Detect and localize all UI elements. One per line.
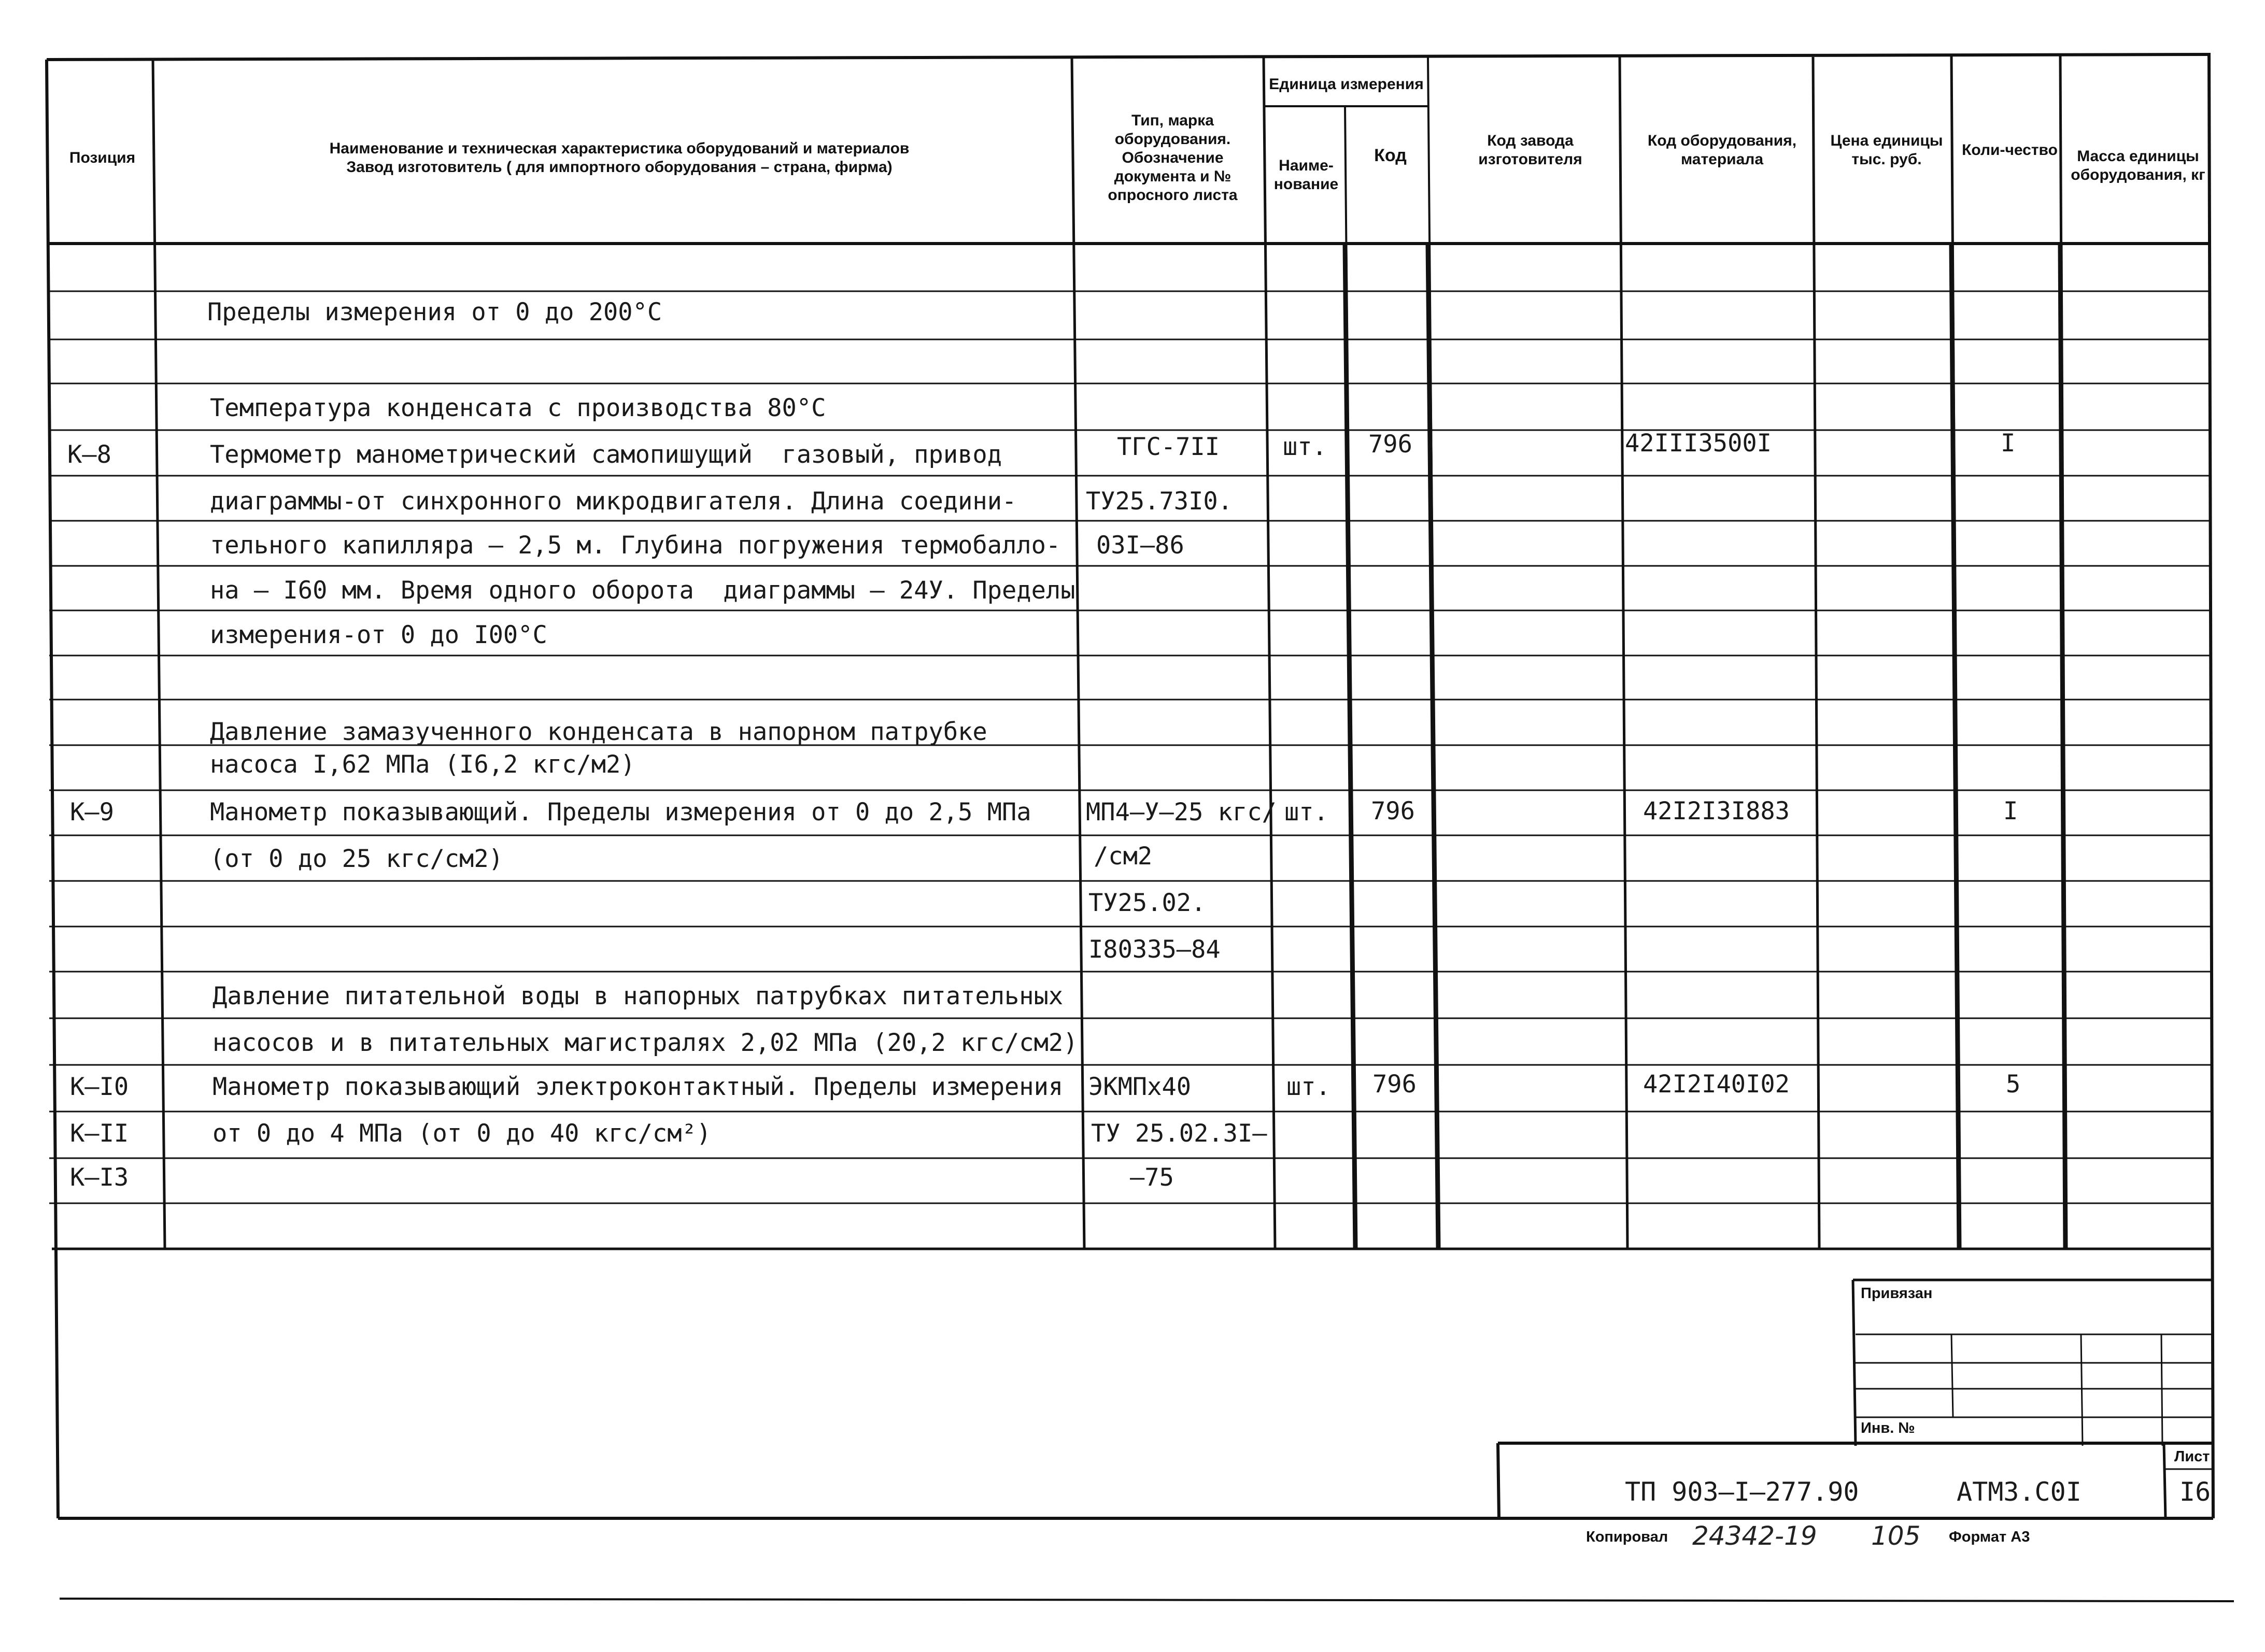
stamp-sheet-no: I6 [2179, 1477, 2211, 1507]
row-5-pos: К–8 [67, 440, 111, 469]
header-mass-label: Масса единицы оборудования, кг [2071, 148, 2205, 183]
header-name-line1: Наименование и техническая характеристика оборудований и материалов [329, 140, 910, 157]
copied-label: Копировал [1586, 1529, 1668, 1545]
row-13-code: 796 [1371, 797, 1415, 825]
row-5-equip: 42III3500I [1625, 429, 1772, 458]
row-6-name: диаграммы-от синхронного микродвигателя. Длина соедини- [210, 487, 1017, 516]
row-6-type: ТУ25.73I0. [1086, 487, 1233, 516]
stamp-inv-no: Инв. № [1861, 1420, 1915, 1436]
row-12-name: насоса I,62 МПа (I6,2 кгс/м2) [210, 750, 635, 779]
header-mass [2065, 104, 2211, 228]
row-8-name: на – I60 мм. Время одного оборота диаграммы – 24У. Пределы [210, 576, 1075, 605]
header-price [1819, 88, 1954, 212]
header-position [49, 73, 155, 244]
row-17-name: Давление питательной воды в напорных патрубках питательных [213, 982, 1064, 1010]
row-21-pos: К–I3 [70, 1163, 129, 1192]
row-13-type: МП4–У–25 кгс/ [1086, 798, 1277, 827]
row-2-name: Пределы измерения от 0 до 200°С [207, 298, 662, 326]
header-unit-name [1267, 106, 1345, 244]
row-13-name: Манометр показывающий. Пределы измерения от 0 до 2,5 МПа [210, 798, 1031, 827]
row-5-type: ТГС-7II [1117, 433, 1220, 461]
header-price-label: Цена единицы тыс. руб. [1830, 132, 1943, 168]
row-15-type: ТУ25.02. [1088, 889, 1206, 917]
row-13-pos: К–9 [70, 798, 114, 827]
row-14-name: (от 0 до 25 кгс/см2) [210, 845, 503, 873]
row-18-name: насосов и в питательных магистралях 2,02 МПа (20,2 кгс/см2) [213, 1029, 1078, 1057]
row-7-name: тельного капилляра – 2,5 м. Глубина погружения термобалло- [210, 531, 1061, 560]
header-type-mark [1083, 93, 1262, 223]
row-5-unit: шт. [1283, 433, 1327, 461]
row-19-unit: шт. [1286, 1073, 1330, 1101]
header-unit-code [1350, 106, 1431, 205]
header-factory-code-label: Код завода изготовителя [1478, 132, 1582, 168]
row-5-code: 796 [1368, 430, 1412, 459]
header-unit-code-label: Код [1374, 146, 1407, 165]
row-20-name: от 0 до 4 МПа (от 0 до 40 кгс/см²) [213, 1119, 712, 1148]
row-4-name: Температура конденсата с производства 80°С [210, 394, 826, 422]
format-label: Формат А3 [1949, 1529, 2030, 1545]
row-21-type: –75 [1130, 1163, 1174, 1192]
stamp-mark: АТМ3.С0I [1957, 1477, 2082, 1507]
row-19-type: ЭКМПх40 [1088, 1073, 1192, 1101]
row-20-pos: К–II [70, 1119, 129, 1148]
header-name [166, 73, 1073, 244]
copied-value: 24342-19 [1692, 1521, 1817, 1551]
copied-num: 105 [1871, 1521, 1921, 1551]
row-7-type: 03I–86 [1096, 531, 1184, 560]
row-19-code: 796 [1372, 1070, 1417, 1099]
row-13-unit: шт. [1284, 798, 1328, 827]
row-19-pos: К–I0 [70, 1073, 129, 1101]
row-5-name: Термометр манометрический самопишущий газовый, привод [210, 440, 1002, 469]
header-name-line2: Завод изготовитель ( для импортного оборудования – страна, фирма) [346, 159, 893, 176]
stamp-doc-code: ТП 903–I–277.90 [1625, 1477, 1859, 1507]
row-5-qty: I [2001, 429, 2016, 458]
header-unit-name-label: Наиме-нование [1273, 156, 1339, 193]
row-16-type: I80335–84 [1088, 935, 1221, 964]
row-13-equip: 42I2I3I883 [1643, 797, 1790, 825]
header-position-label: Позиция [69, 149, 136, 166]
header-unit-group [1265, 62, 1428, 106]
row-11-name: Давление замазученного конденсата в напорном патрубке [210, 718, 987, 746]
header-qty [1957, 88, 2063, 212]
row-20-type: ТУ 25.02.3I– [1091, 1119, 1267, 1148]
stamp-sheet-label: Лист [2174, 1448, 2210, 1465]
header-equip-code-label: Код оборудования, материала [1647, 132, 1797, 168]
row-19-qty: 5 [2006, 1070, 2021, 1099]
header-type-mark-label: Тип, марка оборудования. Обозначение документа и № опросного листа [1108, 112, 1238, 204]
row-19-equip: 42I2I40I02 [1643, 1070, 1790, 1099]
header-unit-group-label: Единица измерения [1269, 75, 1424, 93]
row-14-type: /см2 [1094, 842, 1153, 871]
row-13-qty: I [2003, 797, 2018, 825]
stamp-privyazan: Привязан [1861, 1285, 1933, 1302]
header-factory-code [1438, 88, 1622, 212]
header-qty-label: Коли-чество [1962, 141, 2058, 159]
row-19-name: Манометр показывающий электроконтактный. Пределы измерения [213, 1073, 1064, 1101]
row-9-name: измерения-от 0 до I00°С [210, 621, 547, 649]
header-equip-code [1627, 88, 1817, 212]
